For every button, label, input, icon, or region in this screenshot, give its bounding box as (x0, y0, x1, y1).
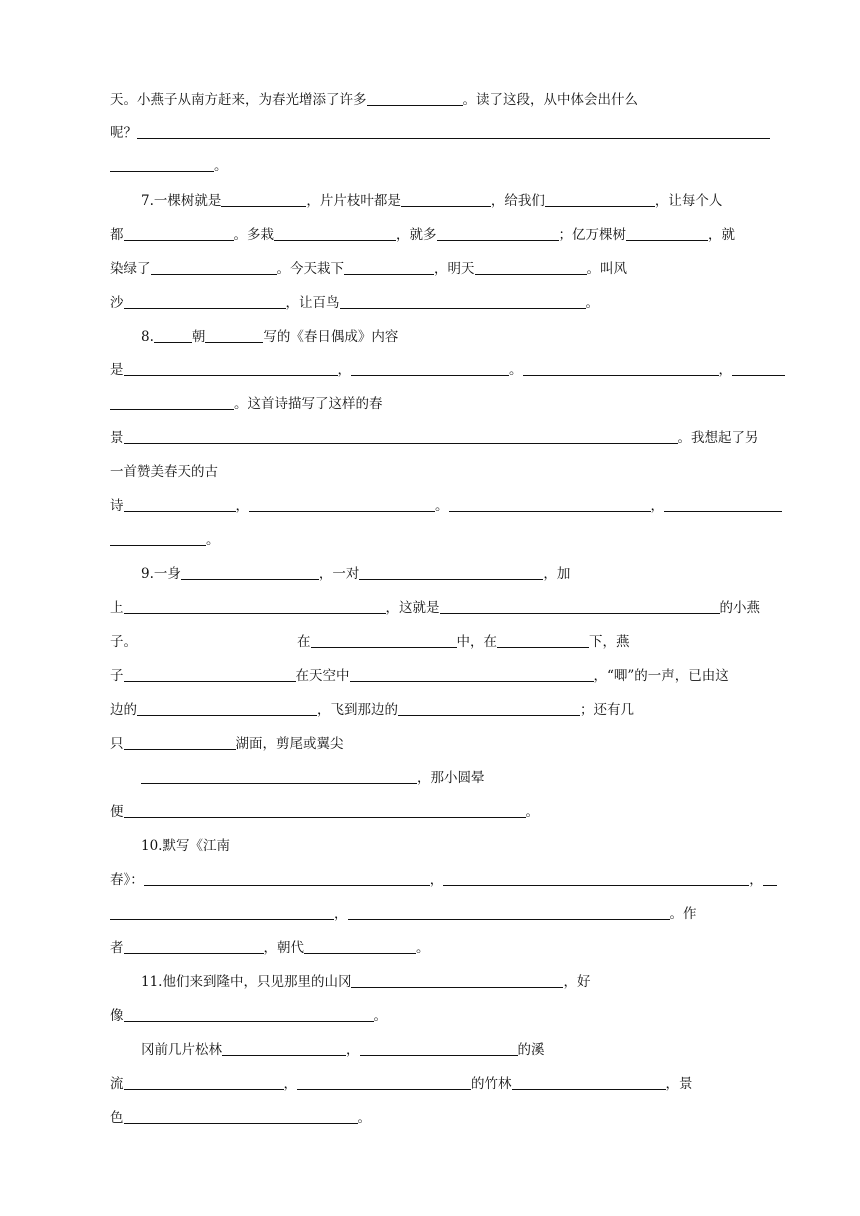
fill-in-blank[interactable] (124, 226, 234, 241)
text-line (110, 835, 816, 857)
fill-in-blank[interactable] (351, 973, 563, 988)
fill-in-blank[interactable] (274, 226, 396, 241)
line-text: 者 (110, 940, 124, 956)
fill-in-blank[interactable] (221, 192, 306, 207)
fill-in-blank[interactable] (151, 260, 277, 275)
fill-in-blank[interactable] (124, 497, 236, 512)
fill-in-blank[interactable] (137, 124, 770, 139)
line-text: ，这就是 (385, 600, 440, 616)
fill-in-blank[interactable] (297, 1075, 471, 1090)
fill-in-blank[interactable] (311, 633, 457, 648)
line-text: 写的《春日偶成》内容 (263, 329, 399, 345)
fill-in-blank[interactable] (732, 361, 785, 376)
line-text: 在天空中 (295, 668, 350, 684)
line-text: 中，在 (456, 634, 497, 650)
line-text: 。 (206, 532, 220, 548)
line-text: 春》： (110, 872, 144, 888)
text-line (110, 801, 785, 823)
line-text: 。读了这段，从中体会出什么 (462, 92, 638, 108)
text-line (110, 733, 785, 755)
text-line (110, 563, 816, 585)
fill-in-blank[interactable] (144, 871, 430, 886)
text-line (110, 89, 785, 111)
fill-in-blank[interactable] (626, 226, 708, 241)
fill-in-blank[interactable] (763, 871, 777, 886)
line-text: 。今天栽下 (276, 261, 344, 277)
line-text: 。叫风 (586, 261, 627, 277)
line-text: 。 (435, 498, 449, 514)
fill-in-blank[interactable] (141, 769, 417, 784)
fill-in-blank[interactable] (110, 531, 206, 546)
line-text: ， (749, 872, 763, 888)
line-text: 。作 (669, 906, 697, 922)
fill-in-blank[interactable] (124, 294, 286, 309)
line-text: ，“唧”的一声，已由这 (593, 668, 729, 684)
line-text: 。 (357, 1110, 371, 1126)
fill-in-blank[interactable] (497, 633, 589, 648)
fill-in-blank[interactable] (475, 260, 587, 275)
text-line (110, 427, 785, 449)
text-line (110, 869, 785, 891)
text-line (110, 699, 785, 721)
fill-in-blank[interactable] (124, 1109, 358, 1124)
line-text: 流 (110, 1076, 124, 1092)
line-text: 诗 (110, 498, 124, 514)
fill-in-blank[interactable] (249, 497, 435, 512)
line-text: 一首赞美春天的古 (110, 464, 218, 480)
text-line (110, 461, 785, 483)
line-text: 。 (373, 1008, 387, 1024)
line-text: 的小燕 (719, 600, 760, 616)
line-text: 下，燕 (589, 634, 630, 650)
line-text: 。多栽 (233, 227, 274, 243)
line-text: ， (346, 1042, 360, 1058)
text-line (110, 767, 816, 789)
text-line (110, 292, 785, 314)
line-text: ，景 (665, 1076, 693, 1092)
text-line (110, 258, 785, 280)
text-line (110, 190, 816, 212)
line-text: ，明天 (434, 261, 475, 277)
line-text: 。 (585, 295, 599, 311)
line-text: ，片片枝叶都是 (306, 193, 401, 209)
fill-in-blank[interactable] (523, 361, 719, 376)
fill-in-blank[interactable] (110, 157, 214, 172)
line-text: ，就 (708, 227, 735, 243)
line-text: ， (337, 362, 351, 378)
fill-in-blank[interactable] (440, 599, 720, 614)
fill-in-blank[interactable] (360, 1041, 518, 1056)
fill-in-blank[interactable] (154, 328, 192, 343)
fill-in-blank[interactable] (181, 565, 319, 580)
fill-in-blank[interactable] (222, 1041, 346, 1056)
line-text: 天。小燕子从南方赶来，为春光增添了许多 (110, 92, 367, 108)
line-text: ， (235, 498, 249, 514)
line-text: 。 (214, 158, 228, 174)
line-text: 子。 (110, 634, 137, 650)
line-text: ；亿万棵树 (558, 227, 626, 243)
line-text: 10.默写《江南 (141, 838, 230, 854)
line-text: 11.他们来到隆中，只见那里的山冈 (141, 974, 352, 990)
text-line (110, 393, 785, 415)
fill-in-blank[interactable] (124, 803, 526, 818)
line-text: ，给我们 (490, 193, 545, 209)
text-line (110, 631, 785, 653)
line-text: 景 (110, 430, 124, 446)
line-text: ，让每个人 (654, 193, 723, 209)
line-text: 。 (509, 362, 523, 378)
fill-in-blank[interactable] (124, 735, 236, 750)
line-text: 的溪 (517, 1042, 545, 1058)
fill-in-blank[interactable] (512, 1075, 666, 1090)
fill-in-blank[interactable] (124, 361, 338, 376)
line-text: ，那小圆晕 (417, 770, 485, 786)
line-text: ，一对 (318, 566, 360, 582)
line-text: 。这首诗描写了这样的春 (234, 396, 383, 412)
fill-in-blank[interactable] (137, 701, 317, 716)
fill-in-blank[interactable] (398, 701, 580, 716)
fill-in-blank[interactable] (350, 667, 594, 682)
fill-in-blank[interactable] (124, 939, 264, 954)
line-text: 湖面，剪尾或翼尖 (235, 736, 344, 752)
fill-in-blank[interactable] (124, 1075, 284, 1090)
line-text: 子 (110, 668, 124, 684)
line-text: 冈前几片松林 (141, 1042, 222, 1058)
text-line (110, 155, 785, 177)
line-text: 呢？ (110, 125, 137, 141)
line-text: 在 (297, 634, 311, 650)
text-line (110, 1107, 785, 1129)
text-line (110, 224, 785, 246)
fill-in-blank[interactable] (545, 192, 655, 207)
line-text: ， (718, 362, 732, 378)
line-text: ， (283, 1076, 297, 1092)
line-text: 朝 (191, 329, 206, 345)
line-text: 7.一棵树就是 (141, 193, 222, 209)
line-text: 的竹林 (471, 1076, 512, 1092)
fill-in-blank[interactable] (367, 91, 463, 106)
line-text: 。 (416, 940, 430, 956)
fill-in-blank[interactable] (401, 192, 491, 207)
line-text: 沙 (110, 295, 124, 311)
text-line (110, 971, 816, 993)
fill-in-blank[interactable] (344, 260, 434, 275)
line-text: ；还有几 (580, 702, 634, 718)
text-line (110, 597, 785, 619)
line-text: 像 (110, 1008, 124, 1024)
fill-in-blank[interactable] (351, 361, 509, 376)
line-text: 染绿了 (110, 261, 151, 277)
line-text: 色 (110, 1110, 124, 1126)
text-line (110, 495, 785, 517)
line-text: ，加 (543, 566, 571, 582)
text-line (110, 1005, 785, 1027)
line-text: 是 (110, 362, 124, 378)
fill-in-blank[interactable] (437, 226, 559, 241)
text-line (110, 937, 785, 959)
fill-in-blank[interactable] (205, 328, 263, 343)
line-text: 都 (110, 227, 124, 243)
fill-in-blank[interactable] (124, 667, 296, 682)
text-line (110, 122, 785, 144)
line-text: 便 (110, 804, 124, 820)
fill-in-blank[interactable] (304, 939, 416, 954)
line-text: 边的 (110, 702, 137, 718)
fill-in-blank[interactable] (348, 905, 670, 920)
line-text: 只 (110, 736, 124, 752)
fill-in-blank[interactable] (124, 599, 386, 614)
fill-in-blank[interactable] (110, 905, 334, 920)
line-text: ，飞到那边的 (317, 702, 398, 718)
text-line (110, 1073, 785, 1095)
fill-in-blank[interactable] (359, 565, 543, 580)
fill-in-blank[interactable] (664, 497, 782, 512)
line-text: ，好 (563, 974, 591, 990)
line-text: 上 (110, 600, 124, 616)
line-text: 8. (141, 329, 154, 345)
text-line (110, 903, 785, 925)
fill-in-blank[interactable] (110, 395, 234, 410)
text-line (110, 1039, 816, 1061)
text-line (110, 529, 785, 551)
line-text: ，让百鸟 (285, 295, 340, 311)
line-text: ，就多 (396, 227, 437, 243)
line-text: ， (334, 906, 348, 922)
line-text: ， (650, 498, 664, 514)
fill-in-blank[interactable] (340, 294, 586, 309)
fill-in-blank[interactable] (443, 871, 749, 886)
line-text: 。 (525, 804, 539, 820)
line-text: ， (429, 872, 444, 888)
line-text: 9.一身 (141, 566, 181, 582)
fill-in-blank[interactable] (449, 497, 651, 512)
fill-in-blank[interactable] (124, 1007, 374, 1022)
fill-in-blank[interactable] (124, 429, 678, 444)
text-line (110, 665, 785, 687)
text-line (110, 326, 816, 348)
text-line (110, 359, 785, 381)
line-text: ，朝代 (263, 940, 304, 956)
line-text: 。我想起了另 (677, 430, 759, 446)
